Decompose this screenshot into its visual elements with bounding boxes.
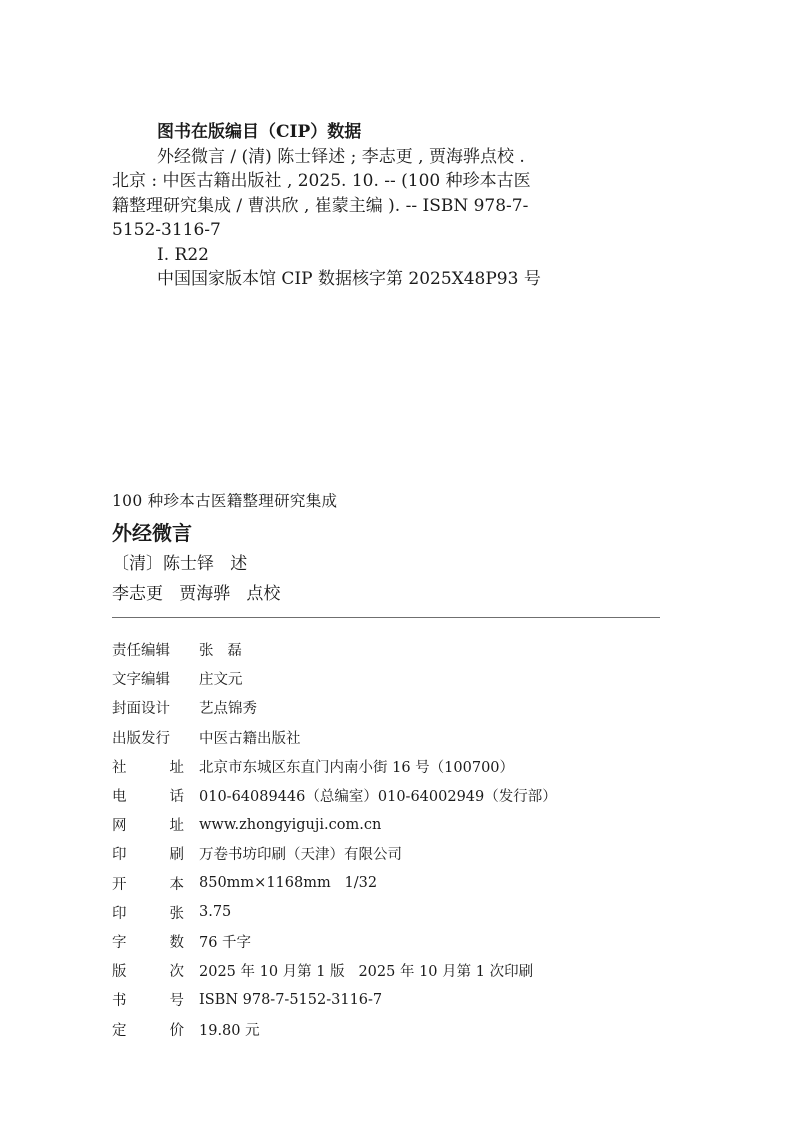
book-title: 外经微言	[112, 521, 192, 545]
imprint-row	[112, 985, 557, 1014]
imprint-label-part: 刷	[169, 847, 184, 864]
imprint-label-part: 封面设计	[112, 701, 170, 718]
imprint-label-part: 址	[169, 759, 184, 776]
imprint-label	[112, 931, 184, 952]
imprint-label-part: 网	[112, 818, 127, 835]
imprint-label	[112, 639, 184, 660]
imprint-row	[112, 664, 557, 693]
imprint-row	[112, 839, 557, 868]
imprint-row	[112, 1014, 557, 1043]
imprint-row	[112, 693, 557, 722]
imprint-label-part: 字	[112, 934, 127, 951]
imprint-value: 艺点锦秀	[199, 701, 257, 718]
imprint-row	[112, 898, 557, 927]
imprint-label-part: 张	[169, 905, 184, 922]
imprint-label-part: 次	[169, 964, 184, 981]
imprint-label	[112, 756, 184, 777]
imprint-label-part: 书	[112, 993, 127, 1010]
book-editors: 李志更 贾海骅 点校	[112, 584, 281, 604]
imprint-value: 2025 年 10 月第 1 版 2025 年 10 月第 1 次印刷	[199, 964, 534, 981]
imprint-row	[112, 752, 557, 781]
divider-rule	[112, 617, 660, 618]
imprint-row	[112, 927, 557, 956]
imprint-value: ISBN 978-7-5152-3116-7	[199, 991, 383, 1008]
imprint-row	[112, 956, 557, 985]
imprint-label	[112, 843, 184, 864]
imprint-value: 3.75	[199, 904, 232, 921]
imprint-label	[112, 873, 184, 894]
cip-line: 籍整理研究集成 / 曹洪欣 , 崔蒙主编 ). -- ISBN 978-7-	[112, 195, 529, 216]
imprint-row	[112, 635, 557, 664]
imprint-label-part: 印	[112, 847, 127, 864]
imprint-value: 19.80 元	[199, 1022, 260, 1039]
imprint-value: 北京市东城区东直门内南小街 16 号（100700）	[199, 759, 515, 776]
imprint-label-part: 版	[112, 964, 127, 981]
imprint-label-part: 文字编辑	[112, 672, 170, 689]
imprint-label-part: 责任编辑	[112, 643, 170, 660]
imprint-row	[112, 781, 557, 810]
imprint-label	[112, 960, 184, 981]
cip-classification: Ⅰ. R22	[157, 244, 209, 265]
imprint-label-part: 话	[169, 789, 184, 806]
imprint-label-part: 价	[169, 1022, 184, 1039]
imprint-label-part: 出版发行	[112, 730, 170, 747]
cip-line: 外经微言 / (清) 陈士铎述 ; 李志更 , 贾海骅点校 .	[157, 146, 525, 167]
imprint-label-part: 址	[169, 818, 184, 835]
imprint-label	[112, 814, 184, 835]
book-author: 〔清〕陈士铎 述	[112, 554, 248, 574]
cip-record-number: 中国国家版本馆 CIP 数据核字第 2025X48P93 号	[157, 269, 541, 289]
imprint-row	[112, 810, 557, 839]
imprint-label-part: 数	[169, 934, 184, 951]
imprint-table	[112, 635, 557, 1044]
imprint-label	[112, 902, 184, 923]
imprint-label	[112, 697, 184, 718]
imprint-label	[112, 989, 184, 1010]
imprint-label	[112, 785, 184, 806]
imprint-value: www.zhongyiguji.com.cn	[199, 816, 382, 833]
imprint-label	[112, 727, 184, 748]
imprint-value: 张 磊	[199, 643, 242, 660]
imprint-label-part: 电	[112, 789, 127, 806]
imprint-label-part: 号	[169, 993, 184, 1010]
imprint-value: 010-64089446（总编室）010-64002949（发行部）	[199, 789, 557, 806]
imprint-label	[112, 1019, 184, 1040]
book-info	[112, 490, 337, 606]
cip-line: 5152-3116-7	[112, 220, 221, 240]
cip-title: 图书在版编目（CIP）数据	[157, 122, 362, 142]
imprint-label-part: 本	[169, 876, 184, 893]
cip-line: 北京 : 中医古籍出版社 , 2025. 10. -- (100 种珍本古医	[112, 171, 531, 191]
imprint-label-part: 社	[112, 759, 127, 776]
imprint-row	[112, 869, 557, 898]
imprint-value: 76 千字	[199, 934, 252, 951]
series-name: 100 种珍本古医籍整理研究集成	[112, 492, 338, 510]
imprint-value: 庄文元	[199, 672, 243, 689]
imprint-label-part: 印	[112, 905, 127, 922]
imprint-label	[112, 668, 184, 689]
imprint-row	[112, 723, 557, 752]
imprint-label-part: 开	[112, 876, 127, 893]
imprint-value: 中医古籍出版社	[199, 730, 301, 747]
cip-block	[112, 120, 632, 292]
imprint-value: 万卷书坊印刷（天津）有限公司	[199, 847, 402, 864]
imprint-label-part: 定	[112, 1022, 127, 1039]
imprint-value: 850mm×1168mm 1/32	[199, 875, 378, 892]
